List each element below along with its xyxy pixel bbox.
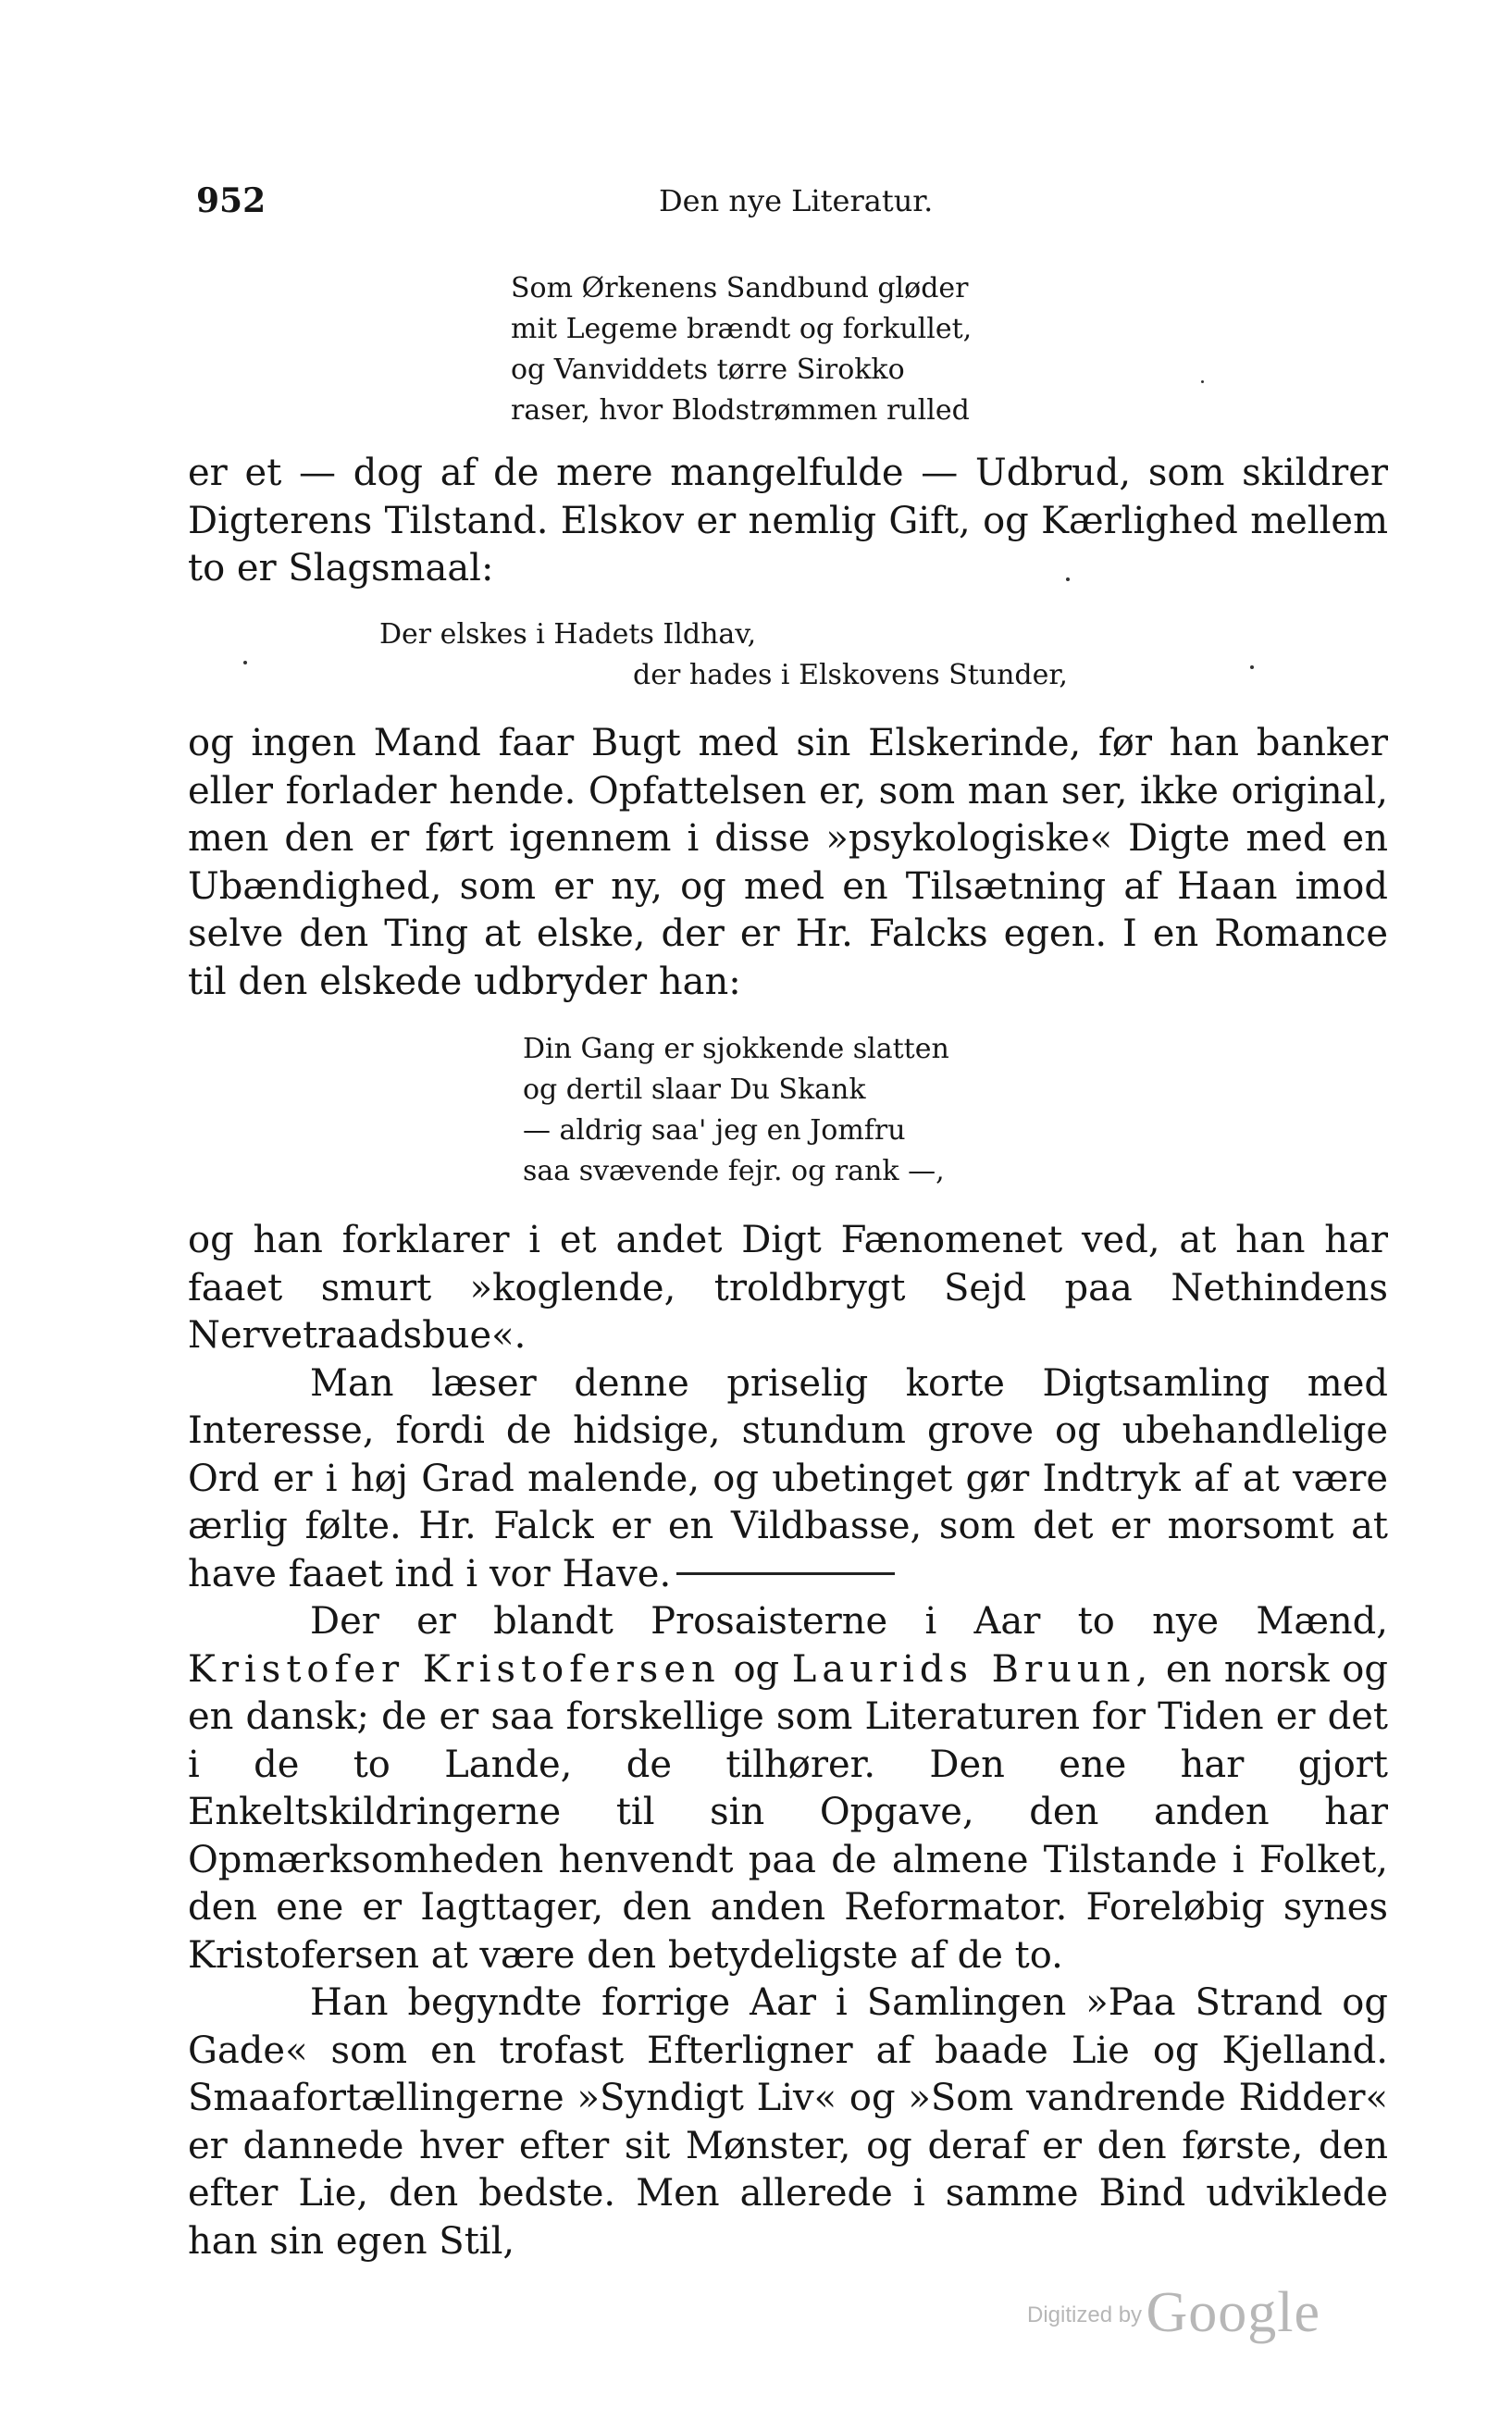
running-title: Den nye Literatur.: [659, 183, 934, 218]
print-speck: [1250, 665, 1254, 669]
paragraph-2: [188, 720, 1388, 1006]
digitized-watermark: [1027, 2280, 1320, 2346]
author-name: Kristofer Kristofersen: [188, 1647, 721, 1691]
verse-line: Din Gang er sjokkende slatten: [523, 1033, 949, 1065]
paragraph-1: [188, 450, 1388, 593]
paragraph-text: Han begyndte forrige Aar i Samlingen »Paa Strand og Gade« som en trofast Efterligner af baade Lie og Kjelland. Smaafortællingerne »Syndigt Liv« og »Som vandrende Ridder« er dannede hver efter sit Mønster, og deraf er den første, den efter Lie, den bedste. Men allerede i samme Bind udviklede han sin egen Stil,: [188, 1981, 1388, 2263]
paragraph-3: [188, 1217, 1388, 1598]
verse-line: og dertil slaar Du Skank: [523, 1073, 866, 1106]
print-speck: [243, 661, 247, 664]
text-run: Der er blandt Prosaisterne i Aar to nye Mænd,: [310, 1600, 1388, 1643]
google-logo: Google: [1146, 2281, 1321, 2344]
print-speck: [1201, 380, 1204, 383]
verse-line: mit Legeme brændt og forkullet,: [511, 313, 973, 345]
verse-block-3: [523, 1029, 949, 1192]
author-name: Laurids Bruun,: [791, 1647, 1154, 1691]
paragraph-text: Man læser denne priselig korte Digtsamling med Interesse, fordi de hidsige, stundum grove og ubehandlelige Ord er i høj Grad malende, og ubetinget gør Indtryk af at være ærlig følte. Hr. Falck er en Vildbasse, som det er morsomt at have faaet ind i vor Have.: [188, 1361, 1388, 1595]
paragraph-text: og ingen Mand faar Bugt med sin Elskerinde, før han banker eller forlader hende. Opfattelsen er, som man ser, ikke original, men den er ført igennem i disse »psykologiske« Digte med en Ubændighed, som er ny, og med en Tilsætning af Haan imod selve den Ting at elske, der er Hr. Falcks egen. I en Romance til den elskede udbryder han:: [188, 722, 1388, 1003]
verse-block-1: [511, 268, 972, 431]
verse-line: saa svævende fejr. og rank —,: [523, 1155, 945, 1187]
text-run: og: [733, 1647, 780, 1691]
verse-line: Som Ørkenens Sandbund gløder: [511, 272, 969, 304]
verse-line: og Vanviddets tørre Sirokko: [511, 354, 905, 386]
page-number: 952: [196, 181, 266, 220]
verse-block-2: [379, 614, 1068, 696]
section-separator: [676, 1572, 895, 1575]
watermark-prefix: Digitized by: [1027, 2302, 1143, 2327]
verse-line: Der elskes i Hadets Ildhav,: [379, 618, 757, 651]
paragraph-text: er et — dog af de mere mangelfulde — Udbrud, som skildrer Digterens Tilstand. Elskov er nemlig Gift, og Kærlighed mellem to er Slagsmaal:: [188, 452, 1388, 589]
paragraph-4: [188, 1598, 1388, 2265]
print-speck: [1066, 577, 1070, 581]
verse-line: raser, hvor Blodstrømmen rulled: [511, 394, 970, 427]
paragraph-text: [188, 1598, 1388, 1979]
paragraph-text: og han forklarer i et andet Digt Fænomenet ved, at han har faaet smurt »koglende, troldbrygt Sejd paa Nethindens Nervetraadsbue«.: [188, 1219, 1388, 1357]
verse-line: der hades i Elskovens Stunder,: [633, 659, 1068, 691]
text-run: en norsk og en dansk; de er saa forskellige som Literaturen for Tiden er det i de to Lande, de tilhører. Den ene har gjort Enkeltskildringerne til sin Opgave, den anden har Opmærksomheden henvendt paa de almene Tilstande i Folket, den ene er Iagttager, den anden Reformator. Foreløbig synes Kristofersen at være den betydeligste af de to.: [188, 1647, 1388, 1977]
verse-line: — aldrig saa' jeg en Jomfru: [523, 1114, 906, 1147]
page-header: [196, 181, 1390, 237]
